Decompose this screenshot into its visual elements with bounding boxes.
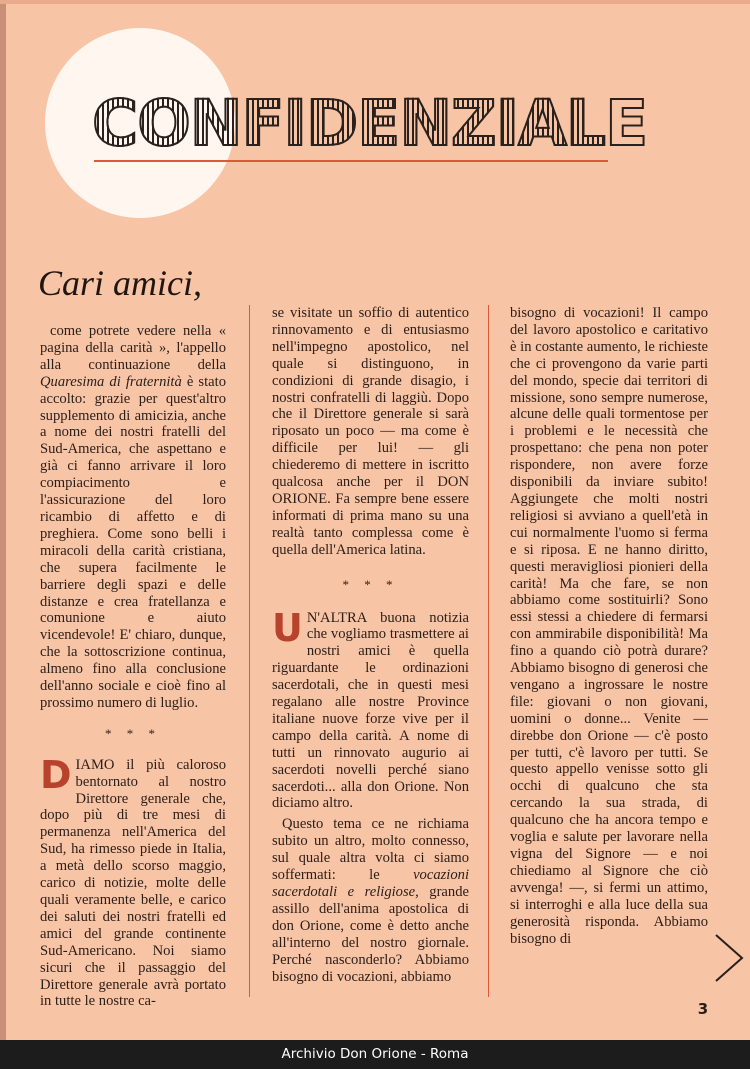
next-page-arrow-icon bbox=[712, 933, 746, 983]
paragraph-vocations bbox=[272, 816, 469, 985]
masthead-underline bbox=[94, 160, 608, 162]
paragraph-intro bbox=[40, 323, 226, 712]
salutation-heading: Cari amici, bbox=[38, 263, 203, 303]
masthead-title: CONFIDENZIALE bbox=[92, 84, 612, 164]
paragraph-appeal bbox=[510, 305, 708, 947]
text-column-2 bbox=[272, 305, 469, 985]
text-run: se visitate un soffio di autentico rinnovamento e di entusiasmo nell'impegno apostolico, nel quale si distinguono, in condizioni di grande disagio, i nostri confratelli di laggiù. Dopo che il Direttore generale si sarà riposato un poco — ma come è difficile per lui! — gli chiederemo di mettere in iscritto qualcosa anche per il DON ORIONE. Fa sempre bene essere informati di prima mano su una realtà tanto complessa come è quella dell'America latina. bbox=[272, 305, 469, 558]
paragraph-ordinations bbox=[272, 605, 469, 813]
paragraph-text: IAMO il più caloroso bentornato al nostro Direttore generale che, dopo più di tre mesi di permanenza nell'America del Sud, ha rimesso piede in Italia, a metà dello scorso maggio, carico di notizie, molte delle quali veramente belle, e carico dei saluti dei nostri fratelli ed amici del grande continente Sud-Americano. Noi siamo sicuri che il passaggio del Direttore generale avrà portato in tutte le nostre ca- bbox=[40, 756, 226, 1010]
column-divider bbox=[249, 305, 250, 997]
paragraph-return-director bbox=[40, 752, 226, 1011]
text-run: è stato accolto: grazie per quest'altro supplemento di amicizia, anche a nome dei nostri fratelli del Sud-America, che aspettano e già ci fanno arrivare il loro compiacimento e l'assicurazione del loro ricambio di affetto e di preghiera. Come sono belli i miracoli della carità cristiana, che supera facilmente le barriere degli spazi e delle distanze e crea fratellanza e comunione e aiuto vicendevole! E' chiaro, dunque, che la sottoscrizione continua, almeno fino alla conclusione dell'anno sociale e cioè fino al prossimo numero di luglio. bbox=[40, 373, 226, 711]
text-run: come potrete vedere nella « pagina della carità », l'appello alla continuazione della bbox=[40, 323, 226, 373]
section-separator: * * * bbox=[105, 725, 161, 741]
page-number: 3 bbox=[697, 1000, 709, 1018]
text-run: bisogno di vocazioni! Il campo del lavoro apostolico e caritativo è in costante aumento, le richieste che ci provengono da varie parti del mondo, specie dai territori di missione, sono sempre numerose, alcune delle quali tormentose per i problemi e le necessità che prospettano: che pena non poter rispondere, non avere forze disponibili da inviare subito! Aggiungete che molti nostri religiosi si avviano a quell'età in cui normalmente l'uomo si ferma e si riposa. E ne hanno diritto, questi meravigliosi pionieri della carità! Ma che fare, se non abbiamo come sostituirli? Sono essi stessi a chiedere di fermarsi con ammirabile disponibilità! Ma fino a quando ciò potrà durare? Abbiamo bisogno di generosi che vengano a ingrossare le nostre file: giovani o non giovani, uomini o donne... Venite — direbbe don Orione — c'è posto per tutti, c'è lavoro per tutti. Se questo appello venisse sotto gli occhi di qualcuno che sta cercando la sua strada, di qualcuno che ha ancora tempo e voglia e salute per lavorare nella vigna del Signore — e noi chiediamo al Signore che ciò avvenga! —, si fermi un attimo, si interroghi e alla luce della sua generosità risponda. Abbiamo bisogno di bbox=[510, 305, 708, 947]
italic-run: vocazioni sacerdotali e religiose bbox=[272, 867, 469, 900]
dropcap-letter: D bbox=[40, 752, 72, 797]
text-run: Questo tema ce ne richiama subito un altro, molto connesso, sul quale altra volta ci siamo soffermati: le bbox=[272, 816, 469, 884]
italic-run: Quaresima di fraternità bbox=[40, 373, 182, 390]
text-column-1 bbox=[40, 323, 226, 1010]
page-top-edge bbox=[0, 0, 750, 4]
text-column-3 bbox=[510, 305, 708, 947]
page-binding-edge bbox=[0, 0, 6, 1069]
paragraph-text: N'ALTRA buona notizia che vogliamo trasmettere ai nostri amici è quella riguardante le ordinazioni sacerdotali, che in questi mesi regalano alle nostre Province italiane nuove forze vive per il campo della carità. A nome di tutti un rinnovato augurio ai sacerdoti novelli perché siano sacerdoti... alla don Orione. Non diciamo altro. bbox=[272, 609, 469, 812]
section-separator: * * * bbox=[342, 576, 399, 592]
text-run: , grande assillo dell'anima apostolica di don Orione, come è detto anche all'interno del nostro giornale. Perché nasconderlo? Abbiamo bisogno di vocazioni, abbiamo bbox=[272, 884, 469, 985]
column-divider bbox=[488, 305, 489, 997]
dropcap-letter: U bbox=[272, 605, 303, 650]
paragraph-continuation bbox=[272, 305, 469, 559]
archive-footer-label: Archivio Don Orione - Roma bbox=[281, 1046, 469, 1062]
